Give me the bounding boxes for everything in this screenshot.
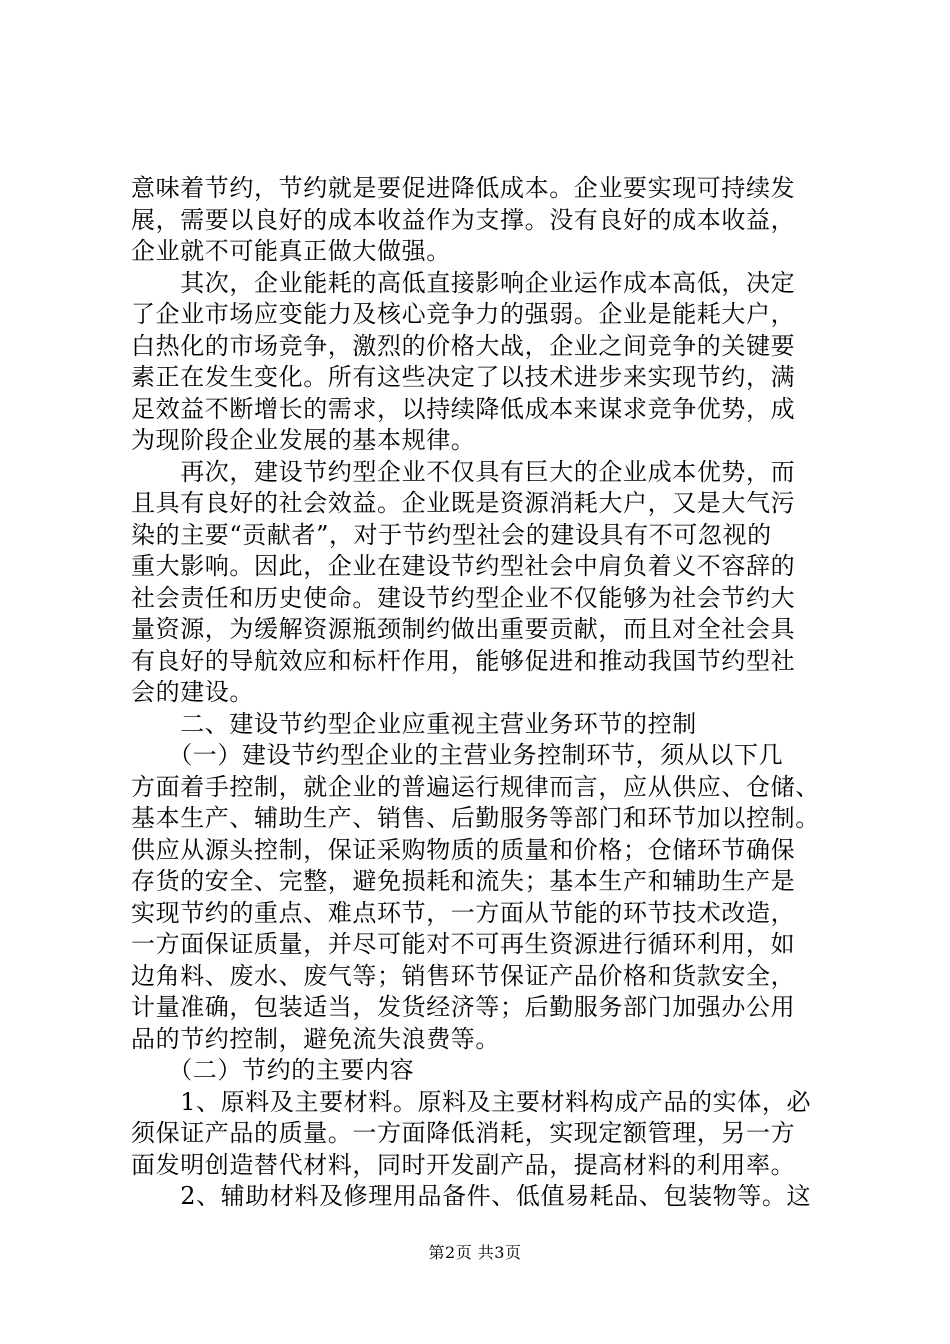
- subsection-heading: （二）节约的主要内容: [131, 1056, 415, 1084]
- text-line: 企业就不可能真正做大做强。: [131, 237, 451, 265]
- text-line: 方面着手控制，就企业的普遍运行规律而言，应从供应、仓储、: [131, 772, 820, 801]
- page-number-footer: 第2页 共3页: [428, 1243, 522, 1262]
- text-line: 展，需要以良好的成本收益作为支撑。没有良好的成本收益，: [131, 205, 796, 234]
- text-line: 有良好的导航效应和标杆作用，能够促进和推动我国节约型社: [131, 646, 796, 675]
- text-line: 品的节约控制，避免流失浪费等。: [131, 1024, 500, 1053]
- text-line: 一方面保证质量，并尽可能对不可再生资源进行循环利用，如: [131, 930, 796, 958]
- text-line: 1、原料及主要材料。原料及主要材料构成产品的实体，必: [131, 1087, 812, 1116]
- text-line: 计量准确，包装适当，发货经济等；后勤服务部门加强办公用: [131, 993, 796, 1021]
- text-line: 其次，企业能耗的高低直接影响企业运作成本高低，决定: [131, 268, 796, 297]
- text-line: 白热化的市场竞争，激烈的价格大战，企业之间竞争的关键要: [131, 331, 796, 360]
- text-line: 染的主要“贡献者”，对于节约型社会的建设具有不可忽视的: [131, 520, 772, 549]
- text-line: 且具有良好的社会效益。企业既是资源消耗大户，又是大气污: [131, 489, 796, 517]
- text-line: 了企业市场应变能力及核心竞争力的强弱。企业是能耗大户，: [131, 300, 796, 328]
- text-line: 足效益不断增长的需求，以持续降低成本来谋求竞争优势，成: [131, 394, 796, 423]
- text-line: 素正在发生变化。所有这些决定了以技术进步来实现节约，满: [131, 363, 796, 391]
- text-line: 会的建设。: [131, 678, 254, 706]
- text-line: 实现节约的重点、难点环节，一方面从节能的环节技术改造，: [131, 898, 796, 927]
- document-body: [131, 173, 831, 1213]
- text-line: 存货的安全、完整，避免损耗和流失；基本生产和辅助生产是: [131, 867, 796, 895]
- text-line: 供应从源头控制，保证采购物质的质量和价格；仓储环节确保: [131, 835, 796, 864]
- text-line: 面发明创造替代材料，同时开发副产品，提高材料的利用率。: [131, 1150, 796, 1179]
- text-line: （一）建设节约型企业的主营业务控制环节，须从以下几: [131, 741, 784, 769]
- text-line: 社会责任和历史使命。建设节约型企业不仅能够为社会节约大: [131, 583, 796, 612]
- section-heading: 二、建设节约型企业应重视主营业务环节的控制: [131, 709, 697, 738]
- text-line: 边角料、废水、废气等；销售环节保证产品价格和货款安全，: [131, 961, 796, 990]
- text-line: 须保证产品的质量。一方面降低消耗，实现定额管理，另一方: [131, 1119, 796, 1147]
- text-line: 量资源，为缓解资源瓶颈制约做出重要贡献，而且对全社会具: [131, 615, 796, 643]
- text-line: 基本生产、辅助生产、销售、后勤服务等部门和环节加以控制。: [131, 804, 820, 832]
- text-line: 意味着节约，节约就是要促进降低成本。企业要实现可持续发: [131, 174, 796, 202]
- text-line: 重大影响。因此，企业在建设节约型社会中肩负着义不容辞的: [131, 552, 796, 580]
- text-line: 再次，建设节约型企业不仅具有巨大的企业成本优势，而: [131, 457, 796, 486]
- text-line: 为现阶段企业发展的基本规律。: [131, 426, 476, 454]
- text-line: 2、辅助材料及修理用品备件、低值易耗品、包装物等。这: [131, 1182, 812, 1210]
